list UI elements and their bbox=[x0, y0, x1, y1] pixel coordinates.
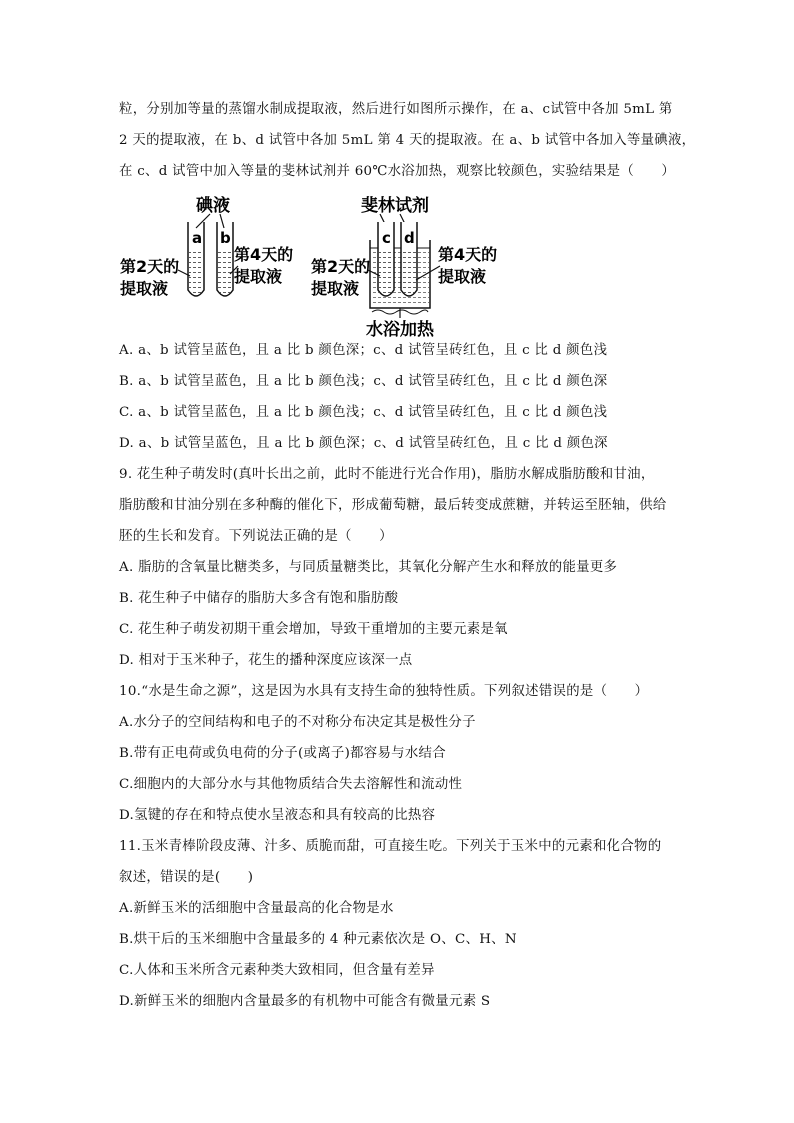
q9-option-a[interactable]: A. 脂肪的含氧量比糖类多，与同质量糖类比，其氧化分解产生水和释放的能量更多 bbox=[119, 560, 618, 575]
q10-stem-line-1: 10.“水是生命之源”，这是因为水具有支持生命的独特性质。下列叙述错误的是（ ） bbox=[119, 684, 649, 699]
left-day2-label-2: 提取液 bbox=[120, 279, 169, 298]
q8-stem-line-3: 在 c、d 试管中加入等量的斐林试剂并 60℃水浴加热，观察比较颜色，实验结果是（ ） bbox=[119, 164, 676, 179]
q8-option-b[interactable]: B. a、b 试管呈蓝色，且 a 比 b 颜色浅；c、d 试管呈砖红色，且 c 比 d 颜色深 bbox=[119, 374, 608, 389]
q9-option-c[interactable]: C. 花生种子萌发初期干重会增加，导致干重增加的主要元素是氧 bbox=[119, 622, 508, 637]
left-day4-label-1: 第4天的 bbox=[234, 245, 294, 264]
tube-c-label: c bbox=[382, 229, 391, 247]
iodine-label: 碘液 bbox=[196, 196, 230, 216]
q10-option-a[interactable]: A.水分子的空间结构和电子的不对称分布决定其是极性分子 bbox=[119, 715, 476, 730]
left-day4-label-2: 提取液 bbox=[234, 267, 283, 286]
q9-stem-line-2: 脂肪酸和甘油分别在多种酶的催化下，形成葡萄糖，最后转变成蔗糖，并转运至胚轴，供给 bbox=[119, 498, 667, 513]
left-day2-label-1: 第2天的 bbox=[120, 257, 180, 276]
q10-option-d[interactable]: D.氢键的存在和特点使水呈液态和具有较高的比热容 bbox=[119, 808, 436, 823]
q10-option-b[interactable]: B.带有正电荷或负电荷的分子(或离子)都容易与水结合 bbox=[119, 746, 446, 761]
fehling-reagent-label: 斐林试剂 bbox=[361, 196, 429, 216]
q8-option-a[interactable]: A. a、b 试管呈蓝色，且 a 比 b 颜色深；c、d 试管呈砖红色，且 c 比 d 颜色浅 bbox=[119, 343, 608, 358]
tube-a bbox=[188, 222, 204, 296]
q8-experiment-figure bbox=[118, 190, 508, 340]
test-tube-diagram bbox=[118, 190, 508, 340]
q10-option-c[interactable]: C.细胞内的大部分水与其他物质结合失去溶解性和流动性 bbox=[119, 777, 463, 792]
q9-stem-line-3: 胚的生长和发育。下列说法正确的是（ ） bbox=[119, 529, 393, 544]
q11-stem-line-1: 11.玉米青棒阶段皮薄、汁多、质脆而甜，可直接生吃。下列关于玉米中的元素和化合物的 bbox=[119, 839, 662, 854]
q9-option-d[interactable]: D. 相对于玉米种子，花生的播种深度应该深一点 bbox=[119, 653, 413, 668]
q9-stem-line-1: 9. 花生种子萌发时(真叶长出之前，此时不能进行光合作用)，脂肪水解成脂肪酸和甘油， bbox=[119, 467, 655, 482]
right-day2-label-2: 提取液 bbox=[311, 279, 360, 298]
q9-option-b[interactable]: B. 花生种子中储存的脂肪大多含有饱和脂肪酸 bbox=[119, 591, 399, 606]
q8-option-d[interactable]: D. a、b 试管呈蓝色，且 a 比 b 颜色深；c、d 试管呈砖红色，且 c 比 d 颜色深 bbox=[119, 436, 608, 451]
right-day4-label-2: 提取液 bbox=[438, 267, 487, 286]
tube-c bbox=[378, 222, 394, 296]
q11-option-c[interactable]: C.人体和玉米所含元素种类大致相同，但含量有差异 bbox=[119, 963, 435, 978]
q8-option-c[interactable]: C. a、b 试管呈蓝色，且 a 比 b 颜色浅；c、d 试管呈砖红色，且 c 比 d 颜色浅 bbox=[119, 405, 608, 420]
q11-option-b[interactable]: B.烘干后的玉米细胞中含量最多的 4 种元素依次是 O、C、H、N bbox=[119, 932, 517, 947]
tube-b bbox=[217, 222, 233, 296]
right-day2-label-1: 第2天的 bbox=[311, 257, 371, 276]
q11-option-a[interactable]: A.新鲜玉米的活细胞中含量最高的化合物是水 bbox=[119, 901, 394, 916]
tube-a-label: a bbox=[192, 229, 203, 247]
tube-b-label: b bbox=[220, 229, 231, 247]
right-day4-label-1: 第4天的 bbox=[438, 245, 498, 264]
q8-stem-line-1: 粒，分别加等量的蒸馏水制成提取液，然后进行如图所示操作，在 a、c试管中各加 5mL 第 bbox=[119, 102, 673, 117]
q11-option-d[interactable]: D.新鲜玉米的细胞内含量最多的有机物中可能含有微量元素 S bbox=[119, 994, 491, 1009]
q11-stem-line-2: 叙述，错误的是( ) bbox=[119, 870, 254, 885]
tube-d-label: d bbox=[404, 229, 415, 247]
water-bath-label: 水浴加热 bbox=[366, 320, 434, 340]
q8-stem-line-2: 2 天的提取液，在 b、d 试管中各加 5mL 第 4 天的提取液。在 a、b 试管中各加入等量碘液， bbox=[119, 133, 696, 148]
tube-d bbox=[401, 222, 417, 296]
